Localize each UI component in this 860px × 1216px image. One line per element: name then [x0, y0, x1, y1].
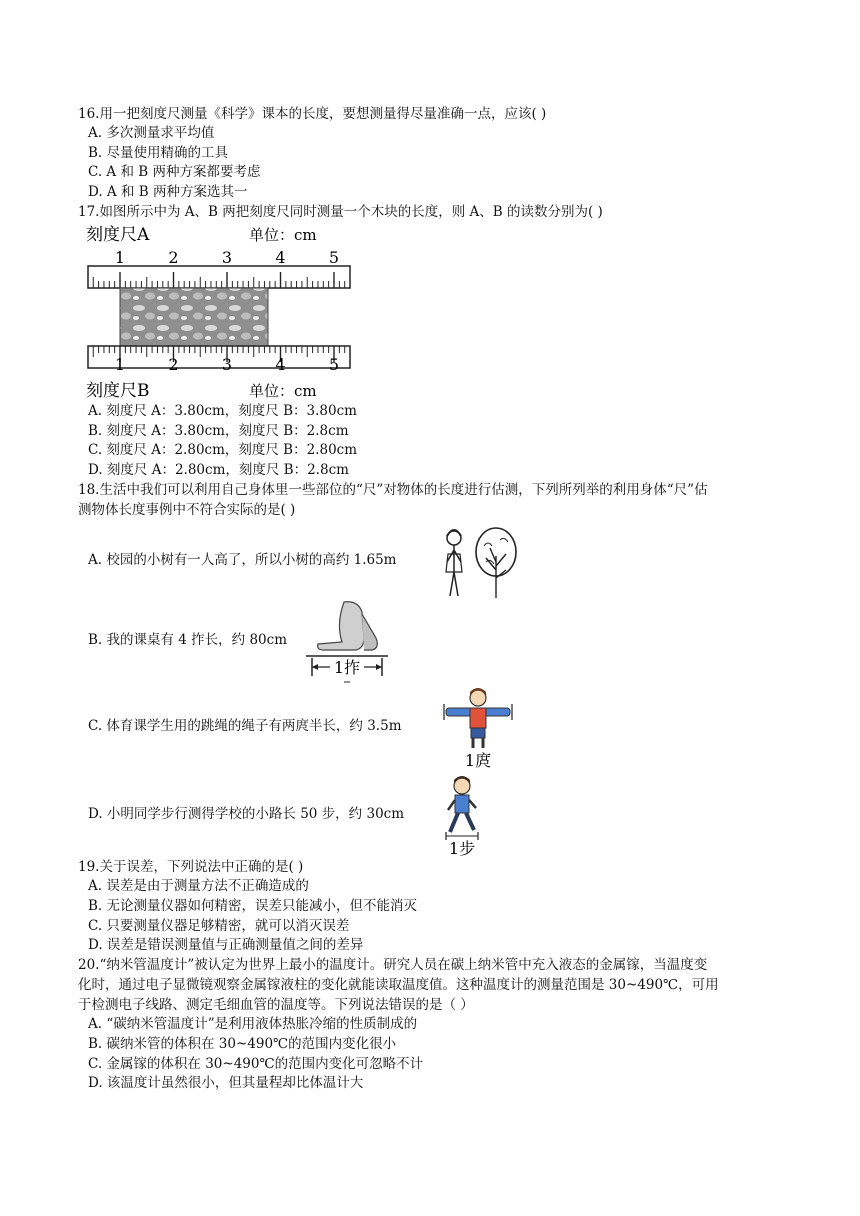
- person-tree-image: [440, 526, 522, 600]
- q18-option-d: D. 小明同学步行测得学校的小路长 50 步，约 30cm: [88, 806, 405, 822]
- ruler-tick-label: 1: [114, 248, 126, 267]
- ruler-tick-label: 2: [168, 355, 179, 374]
- step-image: [440, 774, 488, 858]
- q20-option-d: D. 该温度计虽然很小，但其量程却比体温计大: [88, 1075, 364, 1091]
- q20-stem-line1: 20.“纳米管温度计”被认定为世界上最小的温度计。研究人员在碳上纳米管中充入液态的金属镓，当温度变: [78, 957, 708, 973]
- ruler-tick-label: 3: [221, 355, 233, 374]
- q19-option-d: D. 误差是错误测量值与正确测量值之间的差异: [88, 937, 364, 953]
- q16-option-d: D. A 和 B 两种方案选其一: [88, 184, 248, 200]
- ruler-tick-label: 5: [328, 355, 340, 374]
- q16-stem: 16.用一把刻度尺测量《科学》课本的长度，要想测量得尽量准确一点，应该( ): [78, 106, 547, 122]
- ruler-tick-label: 2: [168, 248, 179, 267]
- wood-block: [120, 288, 268, 346]
- arm-span-image: [440, 686, 516, 768]
- q18-option-a: A. 校园的小树有一人高了，所以小树的高约 1.65m: [88, 552, 397, 568]
- q16-option-a: A. 多次测量求平均值: [88, 125, 215, 141]
- q17-option-d: D. 刻度尺 A：2.80cm，刻度尺 B：2.8cm: [88, 462, 349, 478]
- q17-stem: 17.如图所示中为 A、B 两把刻度尺同时测量一个木块的长度，则 A、B 的读数分别为( ): [78, 204, 603, 220]
- q20-stem-line3: 于检测电子线路、测定毛细血管的温度等。下列说法错误的是（ ）: [78, 997, 474, 1013]
- q18-stem-line2: 测物体长度事例中不符合实际的是( ): [78, 502, 296, 518]
- q18-option-b: B. 我的课桌有 4 拃长，约 80cm: [88, 632, 288, 648]
- ruler-a-label: 刻度尺A: [86, 225, 150, 245]
- q19-option-a: A. 误差是由于测量方法不正确造成的: [88, 878, 309, 894]
- ruler-b: [88, 346, 350, 374]
- q20-option-c: C. 金属镓的体积在 30~490℃的范围内变化可忽略不计: [88, 1056, 424, 1072]
- q18-stem-line1: 18.生活中我们可以利用自己身体里一些部位的“尺”对物体的长度进行估测，下列所列举的利用身体“尺”估: [78, 482, 708, 498]
- q20-stem-line2: 化时，通过电子显微镜观察金属镓液柱的变化就能读取温度值。这种温度计的测量范围是 30~490℃，可用: [78, 977, 719, 993]
- q20-option-a: A. “碳纳米管温度计”是利用液体热胀冷缩的性质制成的: [88, 1016, 418, 1032]
- ruler-tick-label: 1: [114, 355, 126, 374]
- q18-option-c: C. 体育课学生用的跳绳的绳子有两庹半长，约 3.5m: [88, 718, 402, 734]
- hand-span-image: [306, 598, 388, 686]
- ruler-tick-label: 4: [275, 355, 286, 374]
- ruler-tick-label: 5: [328, 248, 340, 267]
- q19-stem: 19.关于误差，下列说法中正确的是( ): [78, 859, 304, 875]
- q17-option-c: C. 刻度尺 A：2.80cm，刻度尺 B：2.80cm: [88, 442, 358, 458]
- ruler-tick-label: 3: [221, 248, 233, 267]
- q19-option-b: B. 无论测量仪器如何精密，误差只能减小，但不能消灭: [88, 898, 418, 914]
- ruler-a: [88, 248, 350, 288]
- q17-option-a: A. 刻度尺 A：3.80cm，刻度尺 B：3.80cm: [88, 403, 357, 419]
- ruler-b-unit: 单位：cm: [249, 382, 317, 400]
- step-label: 1步: [448, 839, 476, 858]
- q16-option-b: B. 尽量使用精确的工具: [88, 145, 229, 161]
- q20-option-b: B. 碳纳米管的体积在 30~490℃的范围内变化很小: [88, 1036, 397, 1052]
- q17-option-b: B. 刻度尺 A：3.80cm，刻度尺 B：2.8cm: [88, 423, 349, 439]
- span-label: 1拃: [333, 658, 361, 677]
- arm-span-label: 1庹: [464, 751, 492, 768]
- q16-option-c: C. A 和 B 两种方案都要考虑: [88, 164, 261, 180]
- ruler-b-label: 刻度尺B: [86, 381, 150, 400]
- ruler-figure: [84, 222, 354, 400]
- ruler-tick-label: 4: [275, 248, 286, 267]
- q19-option-c: C. 只要测量仪器足够精密，就可以消灭误差: [88, 918, 350, 934]
- ruler-a-unit: 单位：cm: [249, 226, 317, 244]
